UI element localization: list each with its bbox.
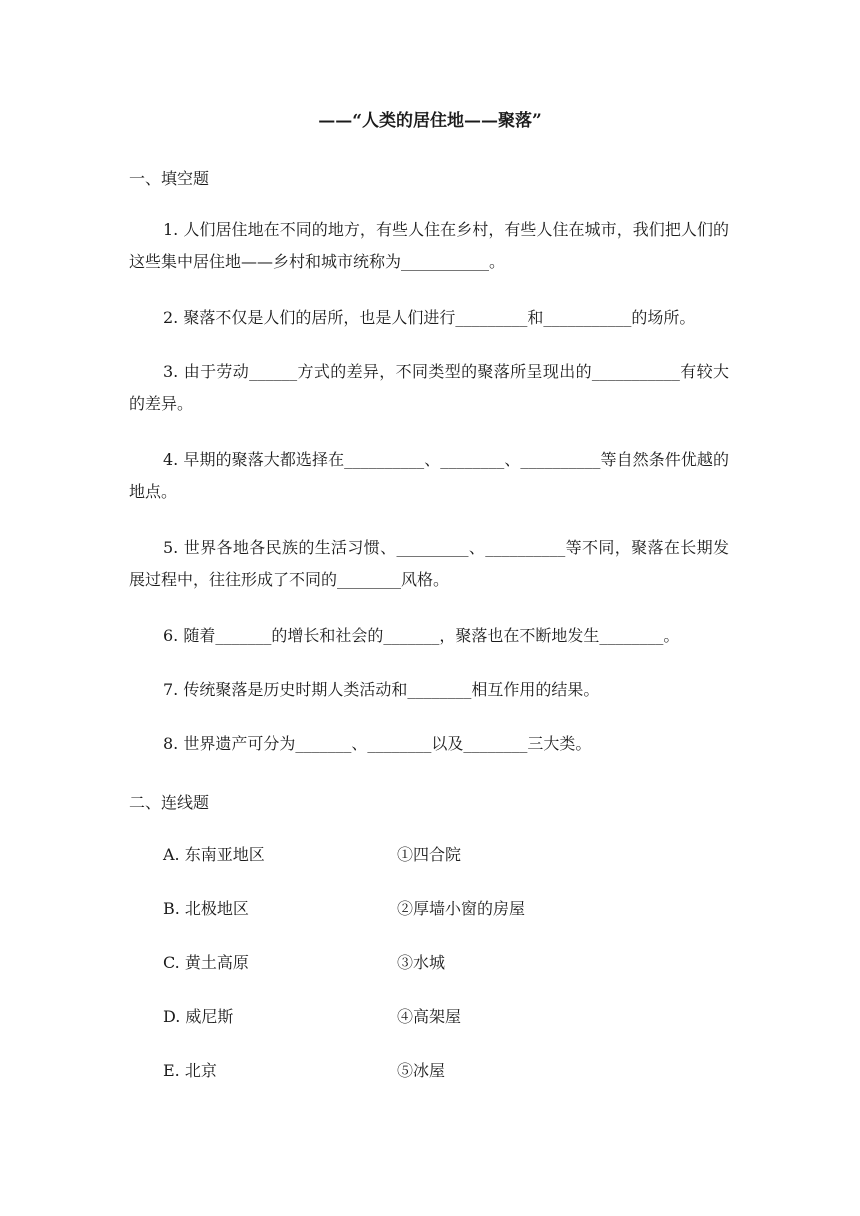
document-title: ——“人类的居住地——聚落” <box>318 111 542 131</box>
match-right-item: ③水城 <box>397 953 446 972</box>
match-left-item: B. 北极地区 <box>163 899 249 918</box>
question-4: 4. 早期的聚落大都选择在__________、________、__________等自然条件优越的地点。 <box>129 450 729 501</box>
match-left-item: D. 威尼斯 <box>163 1007 234 1026</box>
match-left-item: A. 东南亚地区 <box>163 845 265 864</box>
question-3: 3. 由于劳动______方式的差异，不同类型的聚落所呈现出的___________有较大的差异。 <box>129 362 729 413</box>
match-right-item: ⑤冰屋 <box>397 1061 446 1080</box>
question-6: 6. 随着_______的增长和社会的_______，聚落也在不断地发生________。 <box>163 626 680 645</box>
question-8: 8. 世界遗产可分为_______、________以及________三大类。 <box>163 734 592 753</box>
match-right-item: ②厚墙小窗的房屋 <box>397 899 526 918</box>
match-right-item: ④高架屋 <box>397 1007 462 1026</box>
question-1: 1. 人们居住地在不同的地方，有些人住在乡村，有些人住在城市，我们把人们的这些集中居住地——乡村和城市统称为___________。 <box>129 220 729 271</box>
match-left-item: E. 北京 <box>163 1061 217 1080</box>
question-5: 5. 世界各地各民族的生活习惯、_________、__________等不同，聚落在长期发展过程中，往往形成了不同的________风格。 <box>129 538 729 589</box>
match-left-item: C. 黄土高原 <box>163 953 249 972</box>
section-heading-fill-in: 一、填空题 <box>129 169 210 188</box>
match-right-item: ①四合院 <box>397 845 462 864</box>
question-7: 7. 传统聚落是历史时期人类活动和________相互作用的结果。 <box>163 680 600 699</box>
section-heading-matching: 二、连线题 <box>129 793 210 812</box>
question-2: 2. 聚落不仅是人们的居所，也是人们进行_________和___________的场所。 <box>163 308 696 327</box>
